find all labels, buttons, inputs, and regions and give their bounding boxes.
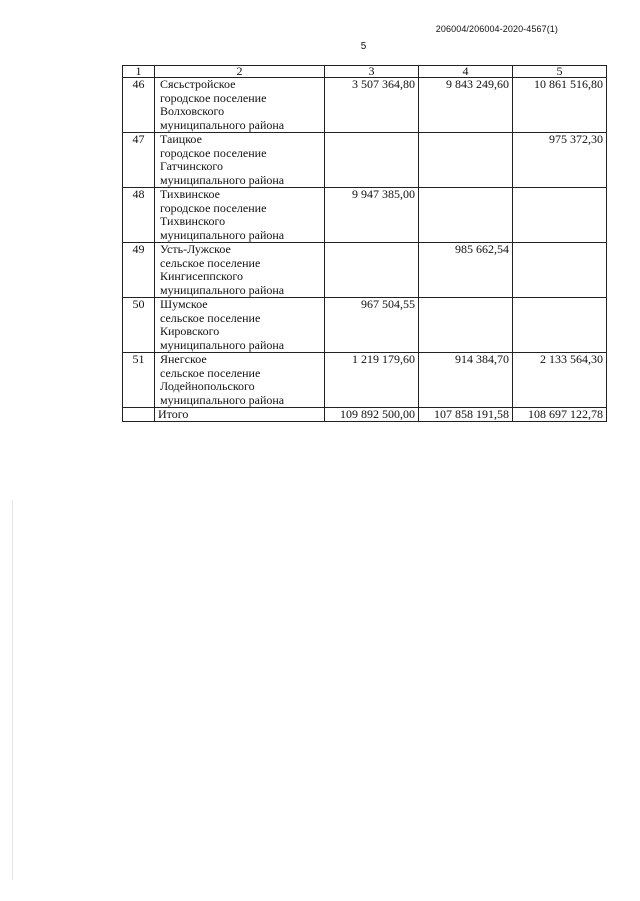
amount-col-4: 985 662,54: [419, 243, 513, 298]
settlement-name-line: городское поселение: [160, 145, 267, 160]
amount-col-4: 9 843 249,60: [419, 78, 513, 133]
amount-col-5: 10 861 516,80: [513, 78, 607, 133]
amount-col-3: [325, 133, 419, 188]
amount-col-3: 9 947 385,00: [325, 188, 419, 243]
column-header-3: 3: [325, 66, 419, 78]
column-header-4: 4: [419, 66, 513, 78]
page-number: 5: [360, 41, 367, 52]
column-header-2: 2: [155, 66, 325, 78]
settlement-name-line: сельское поселение: [160, 365, 261, 380]
column-header-1: 1: [123, 66, 155, 78]
settlement-name: [155, 78, 325, 133]
settlement-name: [155, 188, 325, 243]
total-col-3: 109 892 500,00: [325, 408, 419, 422]
amount-col-5: [513, 188, 607, 243]
allocation-table: [122, 65, 607, 422]
settlement-name-line: Кингисеппского: [160, 269, 244, 283]
table-row: [123, 188, 607, 243]
amount-col-5: [513, 243, 607, 298]
amount-col-4: [419, 298, 513, 353]
settlement-name-line: Тихвинское: [160, 187, 220, 201]
settlement-name-line: сельское поселение: [160, 255, 261, 270]
amount-col-3: 3 507 364,80: [325, 78, 419, 133]
table-row: [123, 133, 607, 188]
amount-col-5: 2 133 564,30: [513, 353, 607, 408]
settlement-name-line: муниципального района: [160, 172, 285, 187]
settlement-name-line: муниципального района: [160, 227, 285, 242]
table-header-row: [123, 66, 607, 78]
settlement-name-line: Волховского: [160, 104, 225, 118]
settlement-name-line: Усть-Лужское: [160, 242, 231, 256]
table-row: [123, 298, 607, 353]
settlement-name-line: Шумское: [160, 297, 208, 311]
row-number: 48: [123, 188, 155, 243]
amount-col-3: [325, 243, 419, 298]
total-col-4: 107 858 191,58: [419, 408, 513, 422]
total-row: [123, 408, 607, 422]
settlement-name: [155, 353, 325, 408]
amount-col-3: 967 504,55: [325, 298, 419, 353]
settlement-name-line: Янегское: [160, 352, 207, 366]
table-row: [123, 353, 607, 408]
table-row: [123, 243, 607, 298]
settlement-name-line: муниципального района: [160, 337, 285, 352]
settlement-name-line: муниципального района: [160, 282, 285, 297]
settlement-name-line: Тихвинского: [160, 214, 226, 228]
row-number: 47: [123, 133, 155, 188]
settlement-name-line: сельское поселение: [160, 310, 261, 325]
amount-col-3: 1 219 179,60: [325, 353, 419, 408]
total-col-5: 108 697 122,78: [513, 408, 607, 422]
settlement-name: [155, 298, 325, 353]
settlement-name-line: муниципального района: [160, 117, 285, 132]
settlement-name-line: Сясьстройское: [160, 77, 236, 91]
table-row: [123, 78, 607, 133]
total-empty-cell: [123, 408, 155, 422]
amount-col-4: 914 384,70: [419, 353, 513, 408]
settlement-name-line: муниципального района: [160, 392, 285, 407]
settlement-name: [155, 133, 325, 188]
settlement-name-line: Лодейнопольского: [160, 379, 255, 393]
amount-col-5: [513, 298, 607, 353]
document-id: 206004/206004-2020-4567(1): [435, 24, 558, 34]
settlement-name: [155, 243, 325, 298]
settlement-name-line: городское поселение: [160, 200, 267, 215]
row-number: 46: [123, 78, 155, 133]
amount-col-4: [419, 188, 513, 243]
column-header-5: 5: [513, 66, 607, 78]
row-number: 50: [123, 298, 155, 353]
settlement-name-line: Таицкое: [160, 132, 202, 146]
amount-col-4: [419, 133, 513, 188]
settlement-name-line: городское поселение: [160, 90, 267, 105]
settlement-name-line: Гатчинского: [160, 159, 223, 173]
settlement-name-line: Кировского: [160, 324, 220, 338]
total-label: Итого: [155, 408, 325, 422]
row-number: 49: [123, 243, 155, 298]
row-number: 51: [123, 353, 155, 408]
amount-col-5: 975 372,30: [513, 133, 607, 188]
scan-margin-line: [12, 500, 13, 880]
